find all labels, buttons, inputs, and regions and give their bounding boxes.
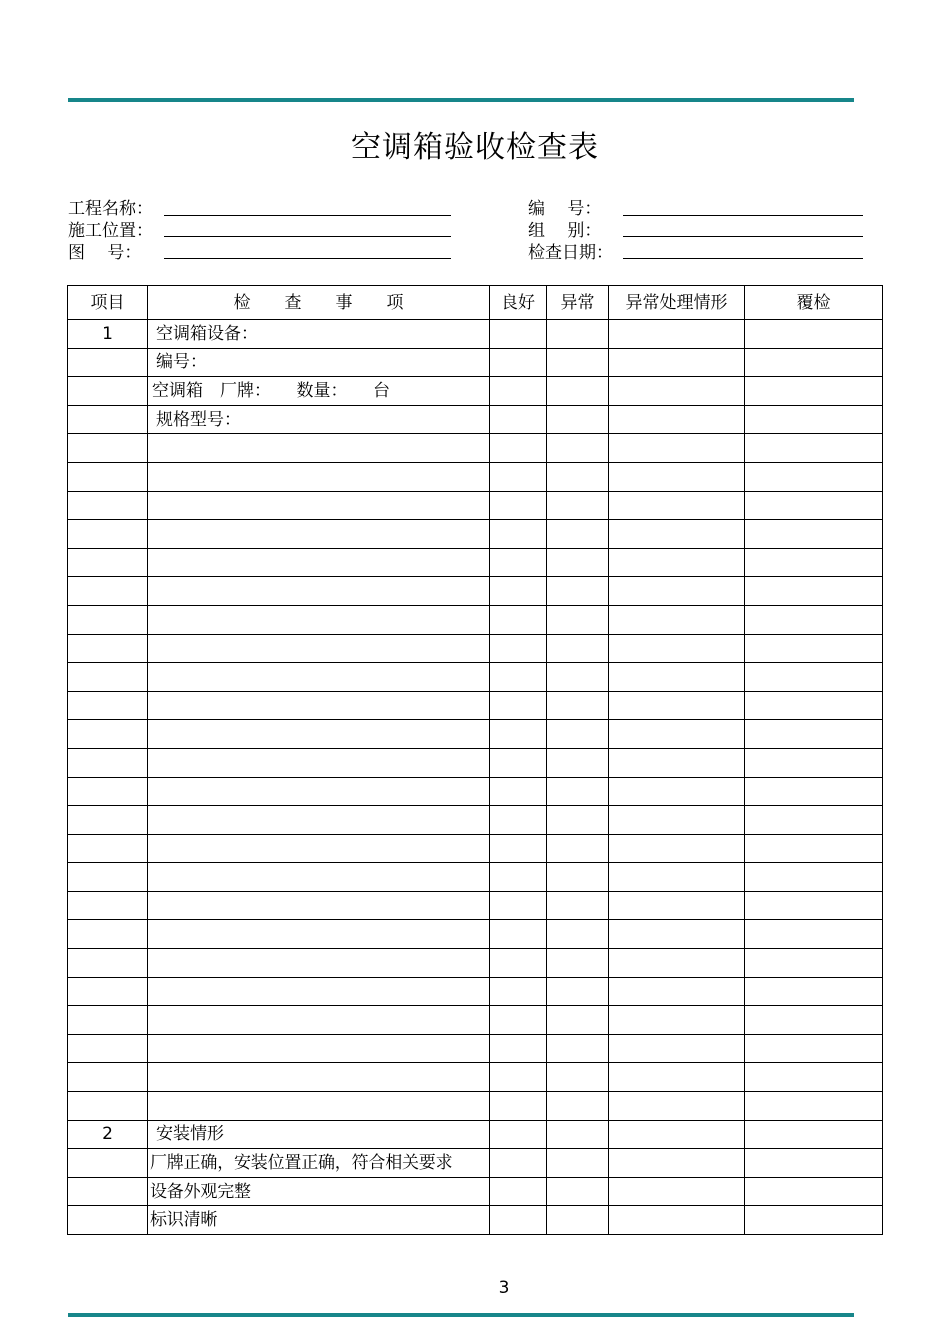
good-cell[interactable]	[490, 520, 547, 549]
row-inspection-item	[148, 1006, 490, 1035]
row-inspection-item	[148, 777, 490, 806]
row-item-no	[68, 806, 148, 835]
page-number: 3	[498, 1278, 510, 1298]
abnormal-handling-cell[interactable]	[609, 377, 745, 406]
top-rule	[68, 98, 854, 102]
row-item-no	[68, 348, 148, 377]
table-row	[68, 1063, 883, 1092]
table-row	[68, 1006, 883, 1035]
abnormal-handling-cell[interactable]	[609, 891, 745, 920]
good-cell[interactable]	[490, 920, 547, 949]
good-cell[interactable]	[490, 806, 547, 835]
recheck-cell[interactable]	[745, 1006, 883, 1035]
good-cell[interactable]	[490, 320, 547, 349]
recheck-cell[interactable]	[745, 1206, 883, 1235]
row-inspection-item: 空调箱 厂牌： 数量： 台	[148, 377, 490, 406]
abnormal-cell[interactable]	[547, 777, 609, 806]
row-inspection-item: 厂牌正确，安装位置正确，符合相关要求	[148, 1149, 490, 1178]
row-inspection-item	[148, 977, 490, 1006]
good-cell[interactable]	[490, 834, 547, 863]
abnormal-handling-cell[interactable]	[609, 577, 745, 606]
row-inspection-item	[148, 920, 490, 949]
table-row	[68, 891, 883, 920]
abnormal-cell[interactable]	[547, 1149, 609, 1178]
abnormal-cell[interactable]	[547, 462, 609, 491]
row-item-no	[68, 949, 148, 978]
good-cell[interactable]	[490, 1092, 547, 1121]
table-row	[68, 691, 883, 720]
table-row	[68, 434, 883, 463]
abnormal-cell[interactable]	[547, 1206, 609, 1235]
row-item-no	[68, 491, 148, 520]
row-item-no	[68, 1092, 148, 1121]
row-inspection-item	[148, 748, 490, 777]
abnormal-handling-cell[interactable]	[609, 920, 745, 949]
abnormal-handling-cell[interactable]	[609, 605, 745, 634]
row-inspection-item	[148, 1092, 490, 1121]
abnormal-cell[interactable]	[547, 1034, 609, 1063]
abnormal-cell[interactable]	[547, 491, 609, 520]
row-item-no	[68, 634, 148, 663]
abnormal-handling-cell[interactable]	[609, 777, 745, 806]
abnormal-handling-cell[interactable]	[609, 1206, 745, 1235]
abnormal-handling-cell[interactable]	[609, 405, 745, 434]
good-cell[interactable]	[490, 577, 547, 606]
table-row	[68, 1120, 883, 1149]
table-row	[68, 548, 883, 577]
row-inspection-item: 安装情形	[148, 1120, 490, 1149]
good-cell[interactable]	[490, 949, 547, 978]
abnormal-cell[interactable]	[547, 949, 609, 978]
check-date-label: 检查日期：	[528, 243, 613, 263]
abnormal-cell[interactable]	[547, 577, 609, 606]
abnormal-handling-cell[interactable]	[609, 1177, 745, 1206]
table-row	[68, 348, 883, 377]
good-cell[interactable]	[490, 605, 547, 634]
row-item-no	[68, 605, 148, 634]
recheck-cell[interactable]	[745, 348, 883, 377]
recheck-cell[interactable]	[745, 520, 883, 549]
row-item-no	[68, 1206, 148, 1235]
row-inspection-item	[148, 634, 490, 663]
row-inspection-item	[148, 806, 490, 835]
table-row	[68, 462, 883, 491]
table-row	[68, 577, 883, 606]
abnormal-cell[interactable]	[547, 1092, 609, 1121]
recheck-cell[interactable]	[745, 920, 883, 949]
table-header-row	[68, 286, 883, 320]
abnormal-handling-cell[interactable]	[609, 520, 745, 549]
recheck-cell[interactable]	[745, 1034, 883, 1063]
recheck-cell[interactable]	[745, 748, 883, 777]
row-item-no	[68, 1006, 148, 1035]
abnormal-handling-cell[interactable]	[609, 434, 745, 463]
good-cell[interactable]	[490, 348, 547, 377]
table-row	[68, 605, 883, 634]
row-inspection-item: 编号：	[148, 348, 490, 377]
abnormal-cell[interactable]	[547, 634, 609, 663]
abnormal-cell[interactable]	[547, 1006, 609, 1035]
row-item-no	[68, 920, 148, 949]
recheck-cell[interactable]	[745, 777, 883, 806]
abnormal-handling-cell[interactable]	[609, 462, 745, 491]
row-item-no	[68, 434, 148, 463]
table-row	[68, 405, 883, 434]
row-item-no	[68, 377, 148, 406]
project-name-field[interactable]	[164, 215, 451, 216]
row-inspection-item	[148, 520, 490, 549]
row-inspection-item	[148, 691, 490, 720]
col-header-abnormal-handling: 异常处理情形	[609, 286, 745, 320]
recheck-cell[interactable]	[745, 863, 883, 892]
table-row	[68, 720, 883, 749]
abnormal-cell[interactable]	[547, 348, 609, 377]
bottom-rule	[68, 1313, 854, 1317]
table-row	[68, 1149, 883, 1178]
project-name-label: 工程名称：	[68, 199, 153, 219]
abnormal-cell[interactable]	[547, 1063, 609, 1092]
table-row	[68, 777, 883, 806]
recheck-cell[interactable]	[745, 691, 883, 720]
table-row	[68, 806, 883, 835]
table-row	[68, 748, 883, 777]
abnormal-cell[interactable]	[547, 691, 609, 720]
row-item-no: 1	[68, 320, 148, 349]
good-cell[interactable]	[490, 863, 547, 892]
good-cell[interactable]	[490, 691, 547, 720]
good-cell[interactable]	[490, 720, 547, 749]
recheck-cell[interactable]	[745, 377, 883, 406]
row-inspection-item	[148, 462, 490, 491]
row-inspection-item: 规格型号：	[148, 405, 490, 434]
table-row	[68, 520, 883, 549]
row-inspection-item	[148, 663, 490, 692]
abnormal-handling-cell[interactable]	[609, 634, 745, 663]
recheck-cell[interactable]	[745, 1092, 883, 1121]
recheck-cell[interactable]	[745, 1063, 883, 1092]
recheck-cell[interactable]	[745, 320, 883, 349]
good-cell[interactable]	[490, 462, 547, 491]
row-inspection-item	[148, 1063, 490, 1092]
abnormal-handling-cell[interactable]	[609, 863, 745, 892]
abnormal-handling-cell[interactable]	[609, 320, 745, 349]
abnormal-cell[interactable]	[547, 434, 609, 463]
col-header-inspection-item: 检 查 事 项	[148, 286, 490, 320]
recheck-cell[interactable]	[745, 405, 883, 434]
good-cell[interactable]	[490, 977, 547, 1006]
row-item-no	[68, 1034, 148, 1063]
good-cell[interactable]	[490, 377, 547, 406]
table-row	[68, 663, 883, 692]
abnormal-handling-cell[interactable]	[609, 663, 745, 692]
table-row	[68, 920, 883, 949]
good-cell[interactable]	[490, 548, 547, 577]
row-item-no	[68, 891, 148, 920]
abnormal-handling-cell[interactable]	[609, 1149, 745, 1178]
table-row	[68, 1206, 883, 1235]
recheck-cell[interactable]	[745, 434, 883, 463]
abnormal-handling-cell[interactable]	[609, 1034, 745, 1063]
abnormal-handling-cell[interactable]	[609, 834, 745, 863]
row-inspection-item	[148, 863, 490, 892]
abnormal-cell[interactable]	[547, 720, 609, 749]
row-item-no	[68, 977, 148, 1006]
serial-no-field[interactable]	[623, 215, 863, 216]
good-cell[interactable]	[490, 1149, 547, 1178]
row-inspection-item: 空调箱设备：	[148, 320, 490, 349]
abnormal-handling-cell[interactable]	[609, 806, 745, 835]
abnormal-handling-cell[interactable]	[609, 720, 745, 749]
abnormal-cell[interactable]	[547, 977, 609, 1006]
location-label: 施工位置：	[68, 221, 153, 241]
table-row	[68, 320, 883, 349]
row-item-no	[68, 1149, 148, 1178]
table-row	[68, 377, 883, 406]
abnormal-handling-cell[interactable]	[609, 1120, 745, 1149]
abnormal-cell[interactable]	[547, 891, 609, 920]
row-item-no: 2	[68, 1120, 148, 1149]
good-cell[interactable]	[490, 1063, 547, 1092]
row-item-no	[68, 663, 148, 692]
row-item-no	[68, 748, 148, 777]
abnormal-handling-cell[interactable]	[609, 748, 745, 777]
abnormal-handling-cell[interactable]	[609, 1006, 745, 1035]
abnormal-handling-cell[interactable]	[609, 949, 745, 978]
table-row	[68, 949, 883, 978]
abnormal-cell[interactable]	[547, 320, 609, 349]
drawing-no-label: 图 号：	[68, 243, 142, 263]
recheck-cell[interactable]	[745, 891, 883, 920]
good-cell[interactable]	[490, 1177, 547, 1206]
row-item-no	[68, 548, 148, 577]
row-item-no	[68, 863, 148, 892]
col-header-recheck: 覆检	[745, 286, 883, 320]
row-inspection-item: 标识清晰	[148, 1206, 490, 1235]
recheck-cell[interactable]	[745, 806, 883, 835]
table-row	[68, 1177, 883, 1206]
good-cell[interactable]	[490, 434, 547, 463]
group-field[interactable]	[623, 236, 863, 237]
good-cell[interactable]	[490, 777, 547, 806]
row-inspection-item	[148, 577, 490, 606]
group-label: 组 别：	[528, 221, 602, 241]
recheck-cell[interactable]	[745, 977, 883, 1006]
recheck-cell[interactable]	[745, 1120, 883, 1149]
row-inspection-item	[148, 434, 490, 463]
row-inspection-item	[148, 1034, 490, 1063]
inspection-table	[67, 285, 883, 1235]
abnormal-cell[interactable]	[547, 863, 609, 892]
table-row	[68, 834, 883, 863]
recheck-cell[interactable]	[745, 462, 883, 491]
location-field[interactable]	[164, 236, 451, 237]
abnormal-handling-cell[interactable]	[609, 491, 745, 520]
row-item-no	[68, 462, 148, 491]
col-header-good: 良好	[490, 286, 547, 320]
abnormal-handling-cell[interactable]	[609, 691, 745, 720]
table-row	[68, 1034, 883, 1063]
recheck-cell[interactable]	[745, 949, 883, 978]
row-item-no	[68, 691, 148, 720]
abnormal-cell[interactable]	[547, 663, 609, 692]
abnormal-cell[interactable]	[547, 1177, 609, 1206]
abnormal-handling-cell[interactable]	[609, 977, 745, 1006]
table-row	[68, 491, 883, 520]
good-cell[interactable]	[490, 663, 547, 692]
abnormal-cell[interactable]	[547, 548, 609, 577]
recheck-cell[interactable]	[745, 1149, 883, 1178]
good-cell[interactable]	[490, 1120, 547, 1149]
row-item-no	[68, 520, 148, 549]
good-cell[interactable]	[490, 1006, 547, 1035]
row-item-no	[68, 1177, 148, 1206]
recheck-cell[interactable]	[745, 634, 883, 663]
good-cell[interactable]	[490, 748, 547, 777]
drawing-no-field[interactable]	[164, 258, 451, 259]
abnormal-cell[interactable]	[547, 377, 609, 406]
check-date-field[interactable]	[623, 258, 863, 259]
row-item-no	[68, 577, 148, 606]
abnormal-cell[interactable]	[547, 920, 609, 949]
table-row	[68, 863, 883, 892]
recheck-cell[interactable]	[745, 491, 883, 520]
abnormal-handling-cell[interactable]	[609, 348, 745, 377]
abnormal-cell[interactable]	[547, 806, 609, 835]
row-inspection-item	[148, 949, 490, 978]
abnormal-cell[interactable]	[547, 605, 609, 634]
row-inspection-item	[148, 720, 490, 749]
good-cell[interactable]	[490, 491, 547, 520]
row-item-no	[68, 405, 148, 434]
page-title: 空调箱验收检查表	[351, 130, 599, 165]
abnormal-handling-cell[interactable]	[609, 1063, 745, 1092]
table-row	[68, 977, 883, 1006]
row-inspection-item: 设备外观完整	[148, 1177, 490, 1206]
abnormal-cell[interactable]	[547, 405, 609, 434]
recheck-cell[interactable]	[745, 548, 883, 577]
row-item-no	[68, 1063, 148, 1092]
abnormal-handling-cell[interactable]	[609, 548, 745, 577]
good-cell[interactable]	[490, 1206, 547, 1235]
row-item-no	[68, 834, 148, 863]
row-item-no	[68, 720, 148, 749]
row-inspection-item	[148, 491, 490, 520]
recheck-cell[interactable]	[745, 605, 883, 634]
recheck-cell[interactable]	[745, 577, 883, 606]
abnormal-cell[interactable]	[547, 834, 609, 863]
good-cell[interactable]	[490, 1034, 547, 1063]
abnormal-handling-cell[interactable]	[609, 1092, 745, 1121]
recheck-cell[interactable]	[745, 1177, 883, 1206]
good-cell[interactable]	[490, 891, 547, 920]
recheck-cell[interactable]	[745, 834, 883, 863]
good-cell[interactable]	[490, 405, 547, 434]
row-item-no	[68, 777, 148, 806]
col-header-item-no: 项目	[68, 286, 148, 320]
abnormal-cell[interactable]	[547, 1120, 609, 1149]
recheck-cell[interactable]	[745, 720, 883, 749]
row-inspection-item	[148, 834, 490, 863]
col-header-abnormal: 异常	[547, 286, 609, 320]
abnormal-cell[interactable]	[547, 520, 609, 549]
serial-no-label: 编 号：	[528, 199, 602, 219]
good-cell[interactable]	[490, 634, 547, 663]
recheck-cell[interactable]	[745, 663, 883, 692]
row-inspection-item	[148, 548, 490, 577]
table-row	[68, 1092, 883, 1121]
row-inspection-item	[148, 891, 490, 920]
abnormal-cell[interactable]	[547, 748, 609, 777]
table-row	[68, 634, 883, 663]
row-inspection-item	[148, 605, 490, 634]
